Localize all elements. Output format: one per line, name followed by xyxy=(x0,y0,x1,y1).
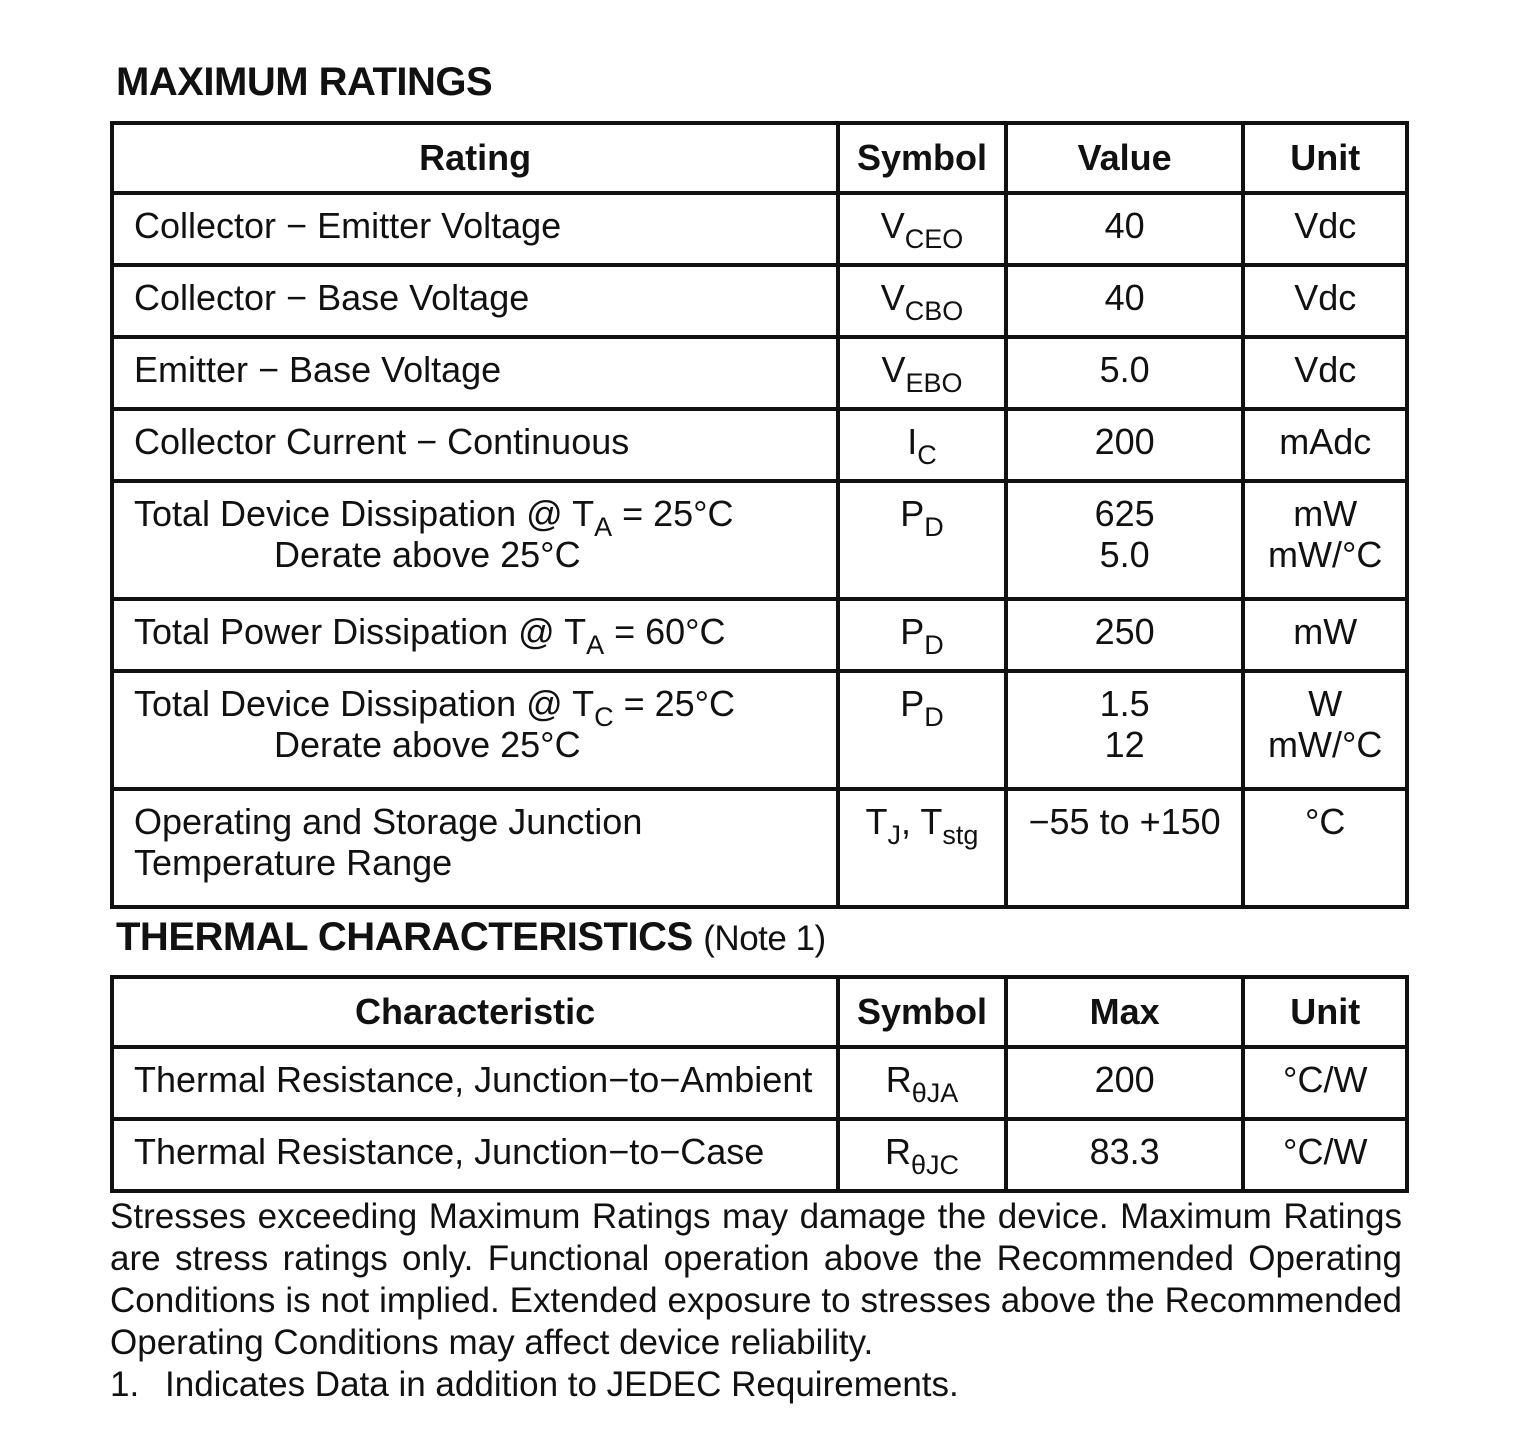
characteristic-cell: Thermal Resistance, Junction−to−Case xyxy=(112,1119,838,1191)
unit-cell: mW mW/°C xyxy=(1243,481,1407,599)
symbol-cell: $I_C$ xyxy=(838,409,1006,481)
value-cell: −55 to +150 xyxy=(1006,789,1244,907)
rating-cell: Collector − Emitter Voltage xyxy=(112,193,838,265)
table-row xyxy=(112,1119,1407,1191)
characteristic-cell: Thermal Resistance, Junction−to−Ambient xyxy=(112,1047,838,1119)
table-row xyxy=(112,265,1407,337)
table-header-row xyxy=(112,977,1407,1047)
unit-cell: Vdc xyxy=(1243,193,1407,265)
unit-cell: °C/W xyxy=(1243,1047,1407,1119)
maximum-ratings-heading: MAXIMUM RATINGS xyxy=(116,60,493,104)
unit-cell: W mW/°C xyxy=(1243,671,1407,789)
symbol-cell: $P_D$ xyxy=(838,599,1006,671)
symbol-cell: $P_D$ xyxy=(838,481,1006,599)
unit-cell: °C/W xyxy=(1243,1119,1407,1191)
rating-cell: Collector Current − Continuous xyxy=(112,409,838,481)
unit-cell: mW xyxy=(1243,599,1407,671)
table-row xyxy=(112,193,1407,265)
header-symbol: Symbol xyxy=(838,977,1006,1047)
symbol-cell: $R_{\theta JC}$ xyxy=(838,1119,1006,1191)
derate-line: Derate above 25°C xyxy=(274,724,581,765)
rating-cell: Total Device Dissipation @ $T_C = 25^\circ C$ Derate above 25°C xyxy=(112,671,838,789)
rating-cell: Total Device Dissipation @ $T_A = 25^\circ C$ Derate above 25°C xyxy=(112,481,838,599)
unit-cell: mAdc xyxy=(1243,409,1407,481)
table-row xyxy=(112,481,1407,599)
note-1: 1. Indicates Data in addition to JEDEC Requirements. xyxy=(110,1365,959,1404)
unit-cell: Vdc xyxy=(1243,337,1407,409)
value-cell: 40 xyxy=(1006,265,1244,337)
stress-disclaimer: Stresses exceeding Maximum Ratings may damage the device. Maximum Ratings are stress ratings only. Functional operation above the Recommended Operating Conditions is not implied. Extended exposure to stresses above the Recommended Operating Conditions may affect device reliability. xyxy=(110,1197,1402,1362)
header-unit: Unit xyxy=(1243,977,1407,1047)
rating-cell: Emitter − Base Voltage xyxy=(112,337,838,409)
symbol-cell: $T_J$, $T_{stg}$ xyxy=(838,789,1006,907)
value-cell: 250 xyxy=(1006,599,1244,671)
max-cell: 83.3 xyxy=(1006,1119,1244,1191)
max-cell: 200 xyxy=(1006,1047,1244,1119)
table-row xyxy=(112,671,1407,789)
header-rating: Rating xyxy=(112,123,838,193)
header-max: Max xyxy=(1006,977,1244,1047)
symbol-cell: $V_{CEO}$ xyxy=(838,193,1006,265)
table-header-row xyxy=(112,123,1407,193)
table-row xyxy=(112,409,1407,481)
rating-cell: Total Power Dissipation @ $T_A = 60^\circ C$ xyxy=(112,599,838,671)
derate-line: Derate above 25°C xyxy=(274,534,581,575)
value-cell: 40 xyxy=(1006,193,1244,265)
thermal-characteristics-table xyxy=(110,975,1409,1193)
unit-cell: °C xyxy=(1243,789,1407,907)
value-cell: 1.5 12 xyxy=(1006,671,1244,789)
header-characteristic: Characteristic xyxy=(112,977,838,1047)
value-cell: 200 xyxy=(1006,409,1244,481)
thermal-characteristics-heading: THERMAL CHARACTERISTICS (Note 1) xyxy=(116,915,826,959)
header-unit: Unit xyxy=(1243,123,1407,193)
table-row xyxy=(112,599,1407,671)
value-cell: 625 5.0 xyxy=(1006,481,1244,599)
header-value: Value xyxy=(1006,123,1244,193)
symbol-cell: $P_D$ xyxy=(838,671,1006,789)
table-row xyxy=(112,337,1407,409)
maximum-ratings-table xyxy=(110,121,1409,909)
note-reference: (Note 1) xyxy=(703,919,826,958)
symbol-cell: $R_{\theta JA}$ xyxy=(838,1047,1006,1119)
rating-cell: Operating and Storage Junction Temperature Range xyxy=(112,789,838,907)
header-symbol: Symbol xyxy=(838,123,1006,193)
table-row xyxy=(112,1047,1407,1119)
symbol-cell: $V_{CBO}$ xyxy=(838,265,1006,337)
value-cell: 5.0 xyxy=(1006,337,1244,409)
symbol-cell: $V_{EBO}$ xyxy=(838,337,1006,409)
table-row xyxy=(112,789,1407,907)
unit-cell: Vdc xyxy=(1243,265,1407,337)
rating-cell: Collector − Base Voltage xyxy=(112,265,838,337)
